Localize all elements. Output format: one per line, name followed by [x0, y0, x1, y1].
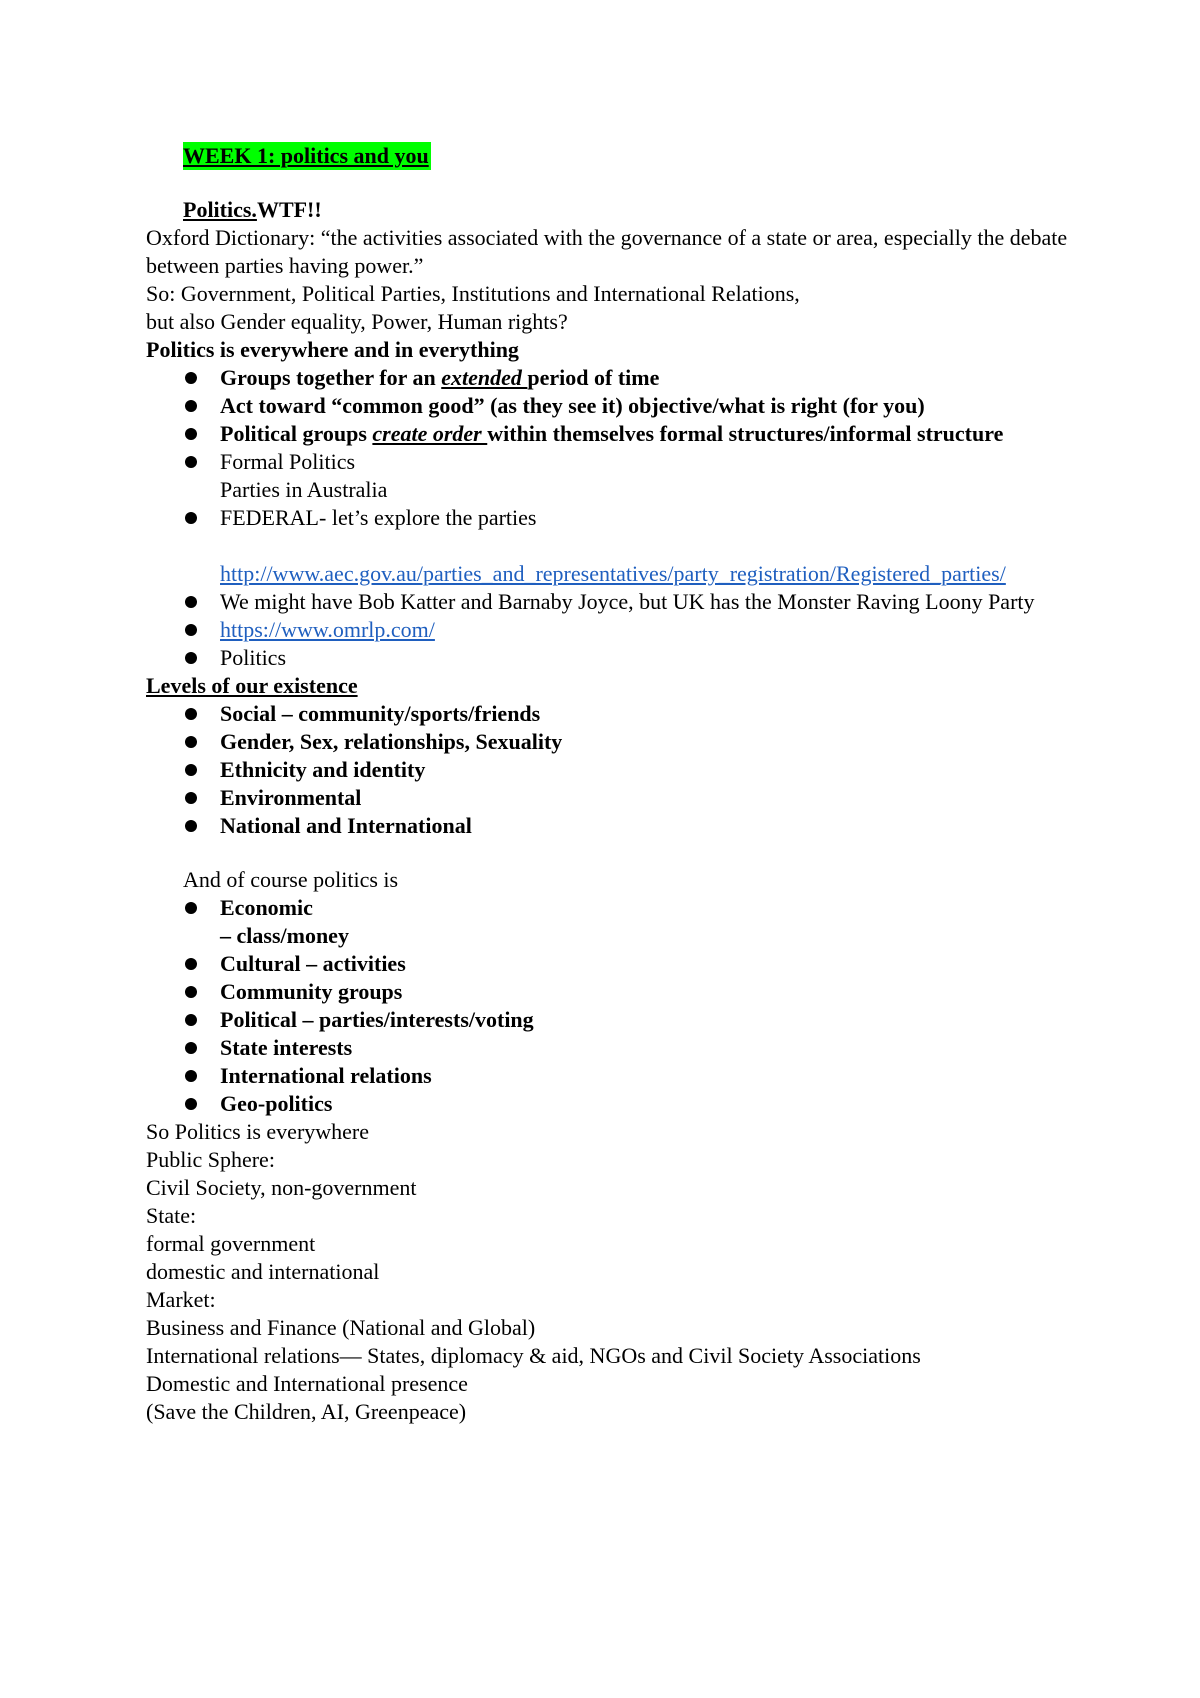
- document-content: [146, 142, 1086, 1426]
- list-item: [146, 504, 1086, 588]
- list-item-text: Economic: [220, 895, 313, 920]
- list-item: International relations: [146, 1062, 1086, 1090]
- politics-heading: [183, 196, 1086, 224]
- closing-line: formal government: [146, 1231, 316, 1256]
- list-item-text: period of time: [527, 365, 660, 390]
- list-item: Environmental: [146, 784, 1086, 812]
- closing-line: Public Sphere:: [146, 1147, 275, 1172]
- list-item: Act toward “common good” (as they see it) objective/what is right (for you): [146, 392, 1086, 420]
- emphasis-create-order: create order: [372, 421, 488, 446]
- politics-heading-rest: WTF!!: [256, 197, 322, 222]
- list-item: Cultural – activities: [146, 950, 1086, 978]
- intro-definition: Oxford Dictionary: “the activities associated with the governance of a state or area, especially the debate between parties having power.”: [146, 225, 1068, 278]
- closing-line: Market:: [146, 1287, 216, 1312]
- closing-line: domestic and international: [146, 1259, 380, 1284]
- spacer: [146, 170, 1086, 196]
- list-item: Geo-politics: [146, 1090, 1086, 1118]
- spacer: [146, 840, 1086, 866]
- list-item: [146, 894, 1086, 950]
- list-item-text: Groups together for an: [220, 365, 442, 390]
- omrlp-link[interactable]: https://www.omrlp.com/: [220, 617, 435, 642]
- list-item-text: FEDERAL- let’s explore the parties: [220, 505, 537, 530]
- list-item-text: – class/money: [220, 923, 349, 948]
- emphasis-extended: extended: [441, 365, 528, 390]
- list-item: [146, 420, 1086, 448]
- list-item: Community groups: [146, 978, 1086, 1006]
- levels-list: [146, 700, 1086, 840]
- closing-line: (Save the Children, AI, Greenpeace): [146, 1399, 467, 1424]
- levels-heading: Levels of our existence: [146, 673, 358, 698]
- closing-line: Civil Society, non-government: [146, 1175, 417, 1200]
- closing-line: State:: [146, 1203, 197, 1228]
- aec-parties-link[interactable]: http://www.aec.gov.au/parties_and_representatives/party_registration/Registered_parties/: [220, 561, 1006, 586]
- closing-line: Business and Finance (National and Global): [146, 1315, 536, 1340]
- list-item-text: within themselves formal structures/informal structure: [487, 421, 1004, 446]
- list-item-text: Parties in Australia: [220, 477, 388, 502]
- list-item: National and International: [146, 812, 1086, 840]
- week-title-line: [183, 142, 1086, 170]
- list-item-text: Formal Politics: [220, 449, 356, 474]
- intro-so: So: Government, Political Parties, Institutions and International Relations,: [146, 281, 800, 306]
- list-item: We might have Bob Katter and Barnaby Joyce, but UK has the Monster Raving Loony Party: [146, 588, 1086, 616]
- week-title: WEEK 1: politics and you: [183, 143, 429, 168]
- list-item: Ethnicity and identity: [146, 756, 1086, 784]
- list-item: [146, 448, 1086, 504]
- intro-but-also: but also Gender equality, Power, Human rights?: [146, 309, 568, 334]
- politics-list: [146, 364, 1086, 672]
- list-item: Gender, Sex, relationships, Sexuality: [146, 728, 1086, 756]
- of-course-heading: And of course politics is: [183, 867, 399, 892]
- of-course-list: [146, 894, 1086, 1118]
- list-item: [146, 616, 1086, 644]
- list-item-text: Political groups: [220, 421, 373, 446]
- list-item: Social – community/sports/friends: [146, 700, 1086, 728]
- closing-line: Domestic and International presence: [146, 1371, 468, 1396]
- list-item: [146, 364, 1086, 392]
- politics-heading-underlined: Politics.: [183, 197, 257, 222]
- list-item: Politics: [146, 644, 1086, 672]
- closing-line: So Politics is everywhere: [146, 1119, 370, 1144]
- list-item: Political – parties/interests/voting: [146, 1006, 1086, 1034]
- list-item: State interests: [146, 1034, 1086, 1062]
- closing-line: International relations— States, diplomacy & aid, NGOs and Civil Society Associations: [146, 1343, 921, 1368]
- everywhere-heading: Politics is everywhere and in everything: [146, 337, 519, 362]
